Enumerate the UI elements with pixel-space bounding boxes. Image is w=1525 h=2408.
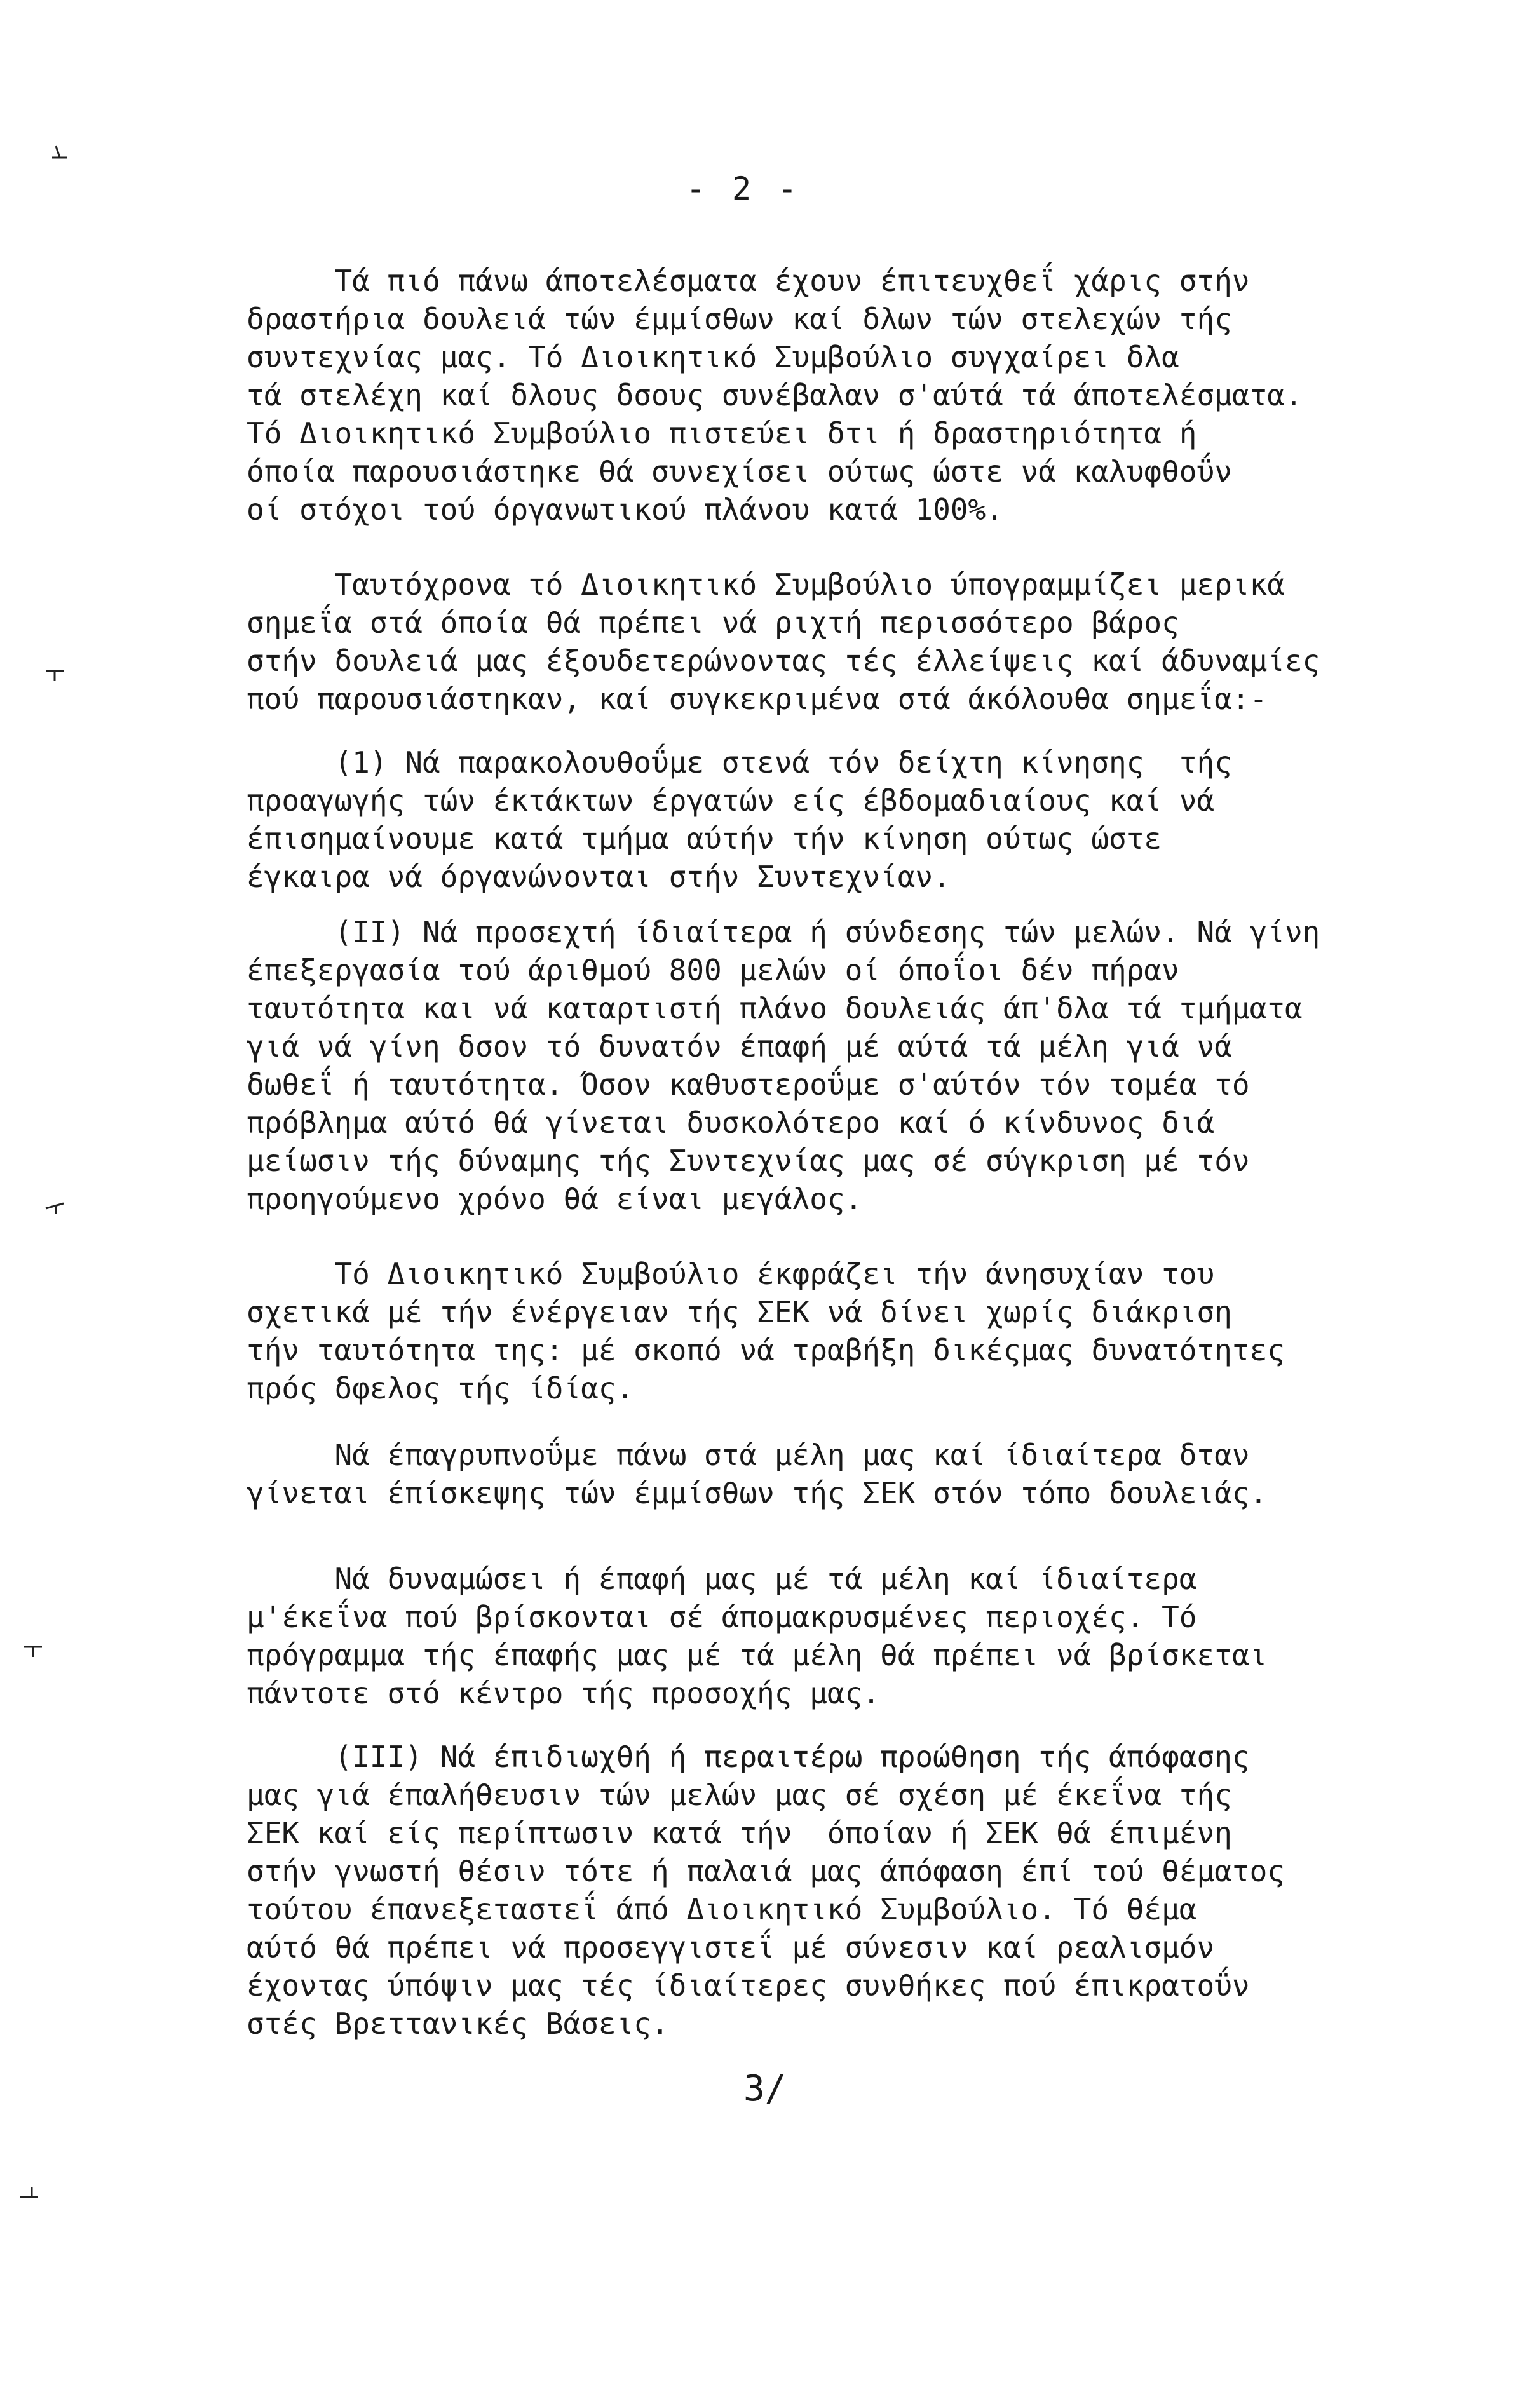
text-line: Τό Διοικητικό Συμβούλιο έκφράζει τήν άνησυχίαν του (247, 1257, 1215, 1291)
text-line: στήν δουλειά μας έξουδετερώνοντας τές έλλείψεις καί άδυναμίες (247, 644, 1320, 678)
text-line: προαγωγής τών έκτάκτων έργατών είς έβδομαδιαίους καί νά (247, 783, 1215, 818)
text-line: έπισημαίνουμε κατά τμήμα αύτήν τήν κίνηση ούτως ώστε (247, 822, 1162, 856)
paragraph-item-2 (247, 913, 1441, 1218)
margin-mark-icon (44, 668, 65, 682)
text-line: πάντοτε στό κέντρο τής προσοχής μας. (247, 1676, 880, 1710)
text-line: σχετικά μέ τήν ένέργειαν τής ΣΕΚ νά δίνει χωρίς διάκριση (247, 1295, 1232, 1329)
text-line: πού παρουσιάστηκαν, καί συγκεκριμένα στά άκόλουθα σημεΐα:- (247, 682, 1268, 716)
continuation-mark: 3/ (743, 2068, 787, 2109)
text-line: αύτό θά πρέπει νά προσεγγιστεΐ μέ σύνεσιν καί ρεαλισμόν (247, 1930, 1215, 1965)
text-line: ταυτότητα και νά καταρτιστή πλάνο δουλειάς άπ'δλα τά τμήματα (247, 991, 1303, 1025)
text-line: στήν γνωστή θέσιν τότε ή παλαιά μας άπόφαση έπί τού θέματος (247, 1854, 1285, 1888)
text-line: έπεξεργασία τού άριθμού 800 μελών οί όποΐοι δέν πήραν (247, 953, 1179, 987)
text-line: (1) Νά παρακολουθοΰμε στενά τόν δείχτη κίνησης τής (247, 745, 1232, 780)
margin-mark-icon (50, 145, 70, 159)
text-line: Τό Διοικητικό Συμβούλιο πιστεύει δτι ή δραστηριότητα ή (247, 416, 1197, 450)
paragraph-emphasis-points (247, 565, 1441, 718)
text-line: μ'έκεΐνα πού βρίσκονται σέ άπομακρυσμένες περιοχές. Τό (247, 1600, 1197, 1634)
paragraph-item-1 (247, 743, 1441, 896)
text-line: πρόγραμμα τής έπαφής μας μέ τά μέλη θά πρέπει νά βρίσκεται (247, 1638, 1268, 1672)
text-line: πρός δφελος τής ίδίας. (247, 1371, 634, 1405)
margin-mark-icon (44, 1201, 65, 1215)
text-line: δωθεΐ ή ταυτότητα. Όσον καθυστεροΰμε σ'αύτόν τόν τομέα τό (247, 1067, 1250, 1102)
page-number: - 2 - (686, 170, 801, 207)
text-line: οί στόχοι τού όργανωτικού πλάνου κατά 100%. (247, 492, 1003, 527)
text-line: προηγούμενο χρόνο θά είναι μεγάλος. (247, 1182, 863, 1216)
text-line: σημεΐα στά όποία θά πρέπει νά ριχτή περισσότερο βάρος (247, 605, 1179, 640)
text-line: συντεχνίας μας. Τό Διοικητικό Συμβούλιο συγχαίρει δλα (247, 340, 1179, 374)
text-line: τά στελέχη καί δλους δσους συνέβαλαν σ'αύτά τά άποτελέσματα. (247, 378, 1303, 412)
text-line: όποία παρουσιάστηκε θά συνεχίσει ούτως ώστε νά καλυφθοΰν (247, 454, 1232, 489)
text-line: ΣΕΚ καί είς περίπτωσιν κατά τήν όποίαν ή ΣΕΚ θά έπιμένη (247, 1816, 1232, 1850)
paragraph-results (247, 262, 1441, 529)
text-line: Νά έπαγρυπνοΰμε πάνω στά μέλη μας καί ίδιαίτερα δταν (247, 1438, 1250, 1472)
text-line: δραστήρια δουλειά τών έμμίσθων καί δλων τών στελεχών τής (247, 302, 1232, 336)
text-line: γίνεται έπίσκεψης τών έμμίσθων τής ΣΕΚ στόν τόπο δουλειάς. (247, 1476, 1268, 1510)
paragraph-vigilance (247, 1436, 1441, 1512)
text-line: (ΙΙΙ) Νά έπιδιωχθή ή περαιτέρω προώθηση τής άπόφασης (247, 1740, 1250, 1774)
margin-mark-icon (19, 2186, 39, 2200)
text-line: Τά πιό πάνω άποτελέσματα έχουν έπιτευχθεΐ χάρις στήν (247, 264, 1250, 298)
text-line: γιά νά γίνη δσον τό δυνατόν έπαφή μέ αύτά τά μέλη γιά νά (247, 1029, 1232, 1064)
text-line: (ΙΙ) Νά προσεχτή ίδιαίτερα ή σύνδεσης τών μελών. Νά γίνη (247, 915, 1320, 949)
text-line: έγκαιρα νά όργανώνονται στήν Συντεχνίαν. (247, 860, 951, 894)
text-line: μείωσιν τής δύναμης τής Συντεχνίας μας σέ σύγκριση μέ τόν (247, 1144, 1250, 1178)
margin-mark-icon (23, 1644, 43, 1658)
text-line: έχοντας ύπόψιν μας τές ίδιαίτερες συνθήκες πού έπικρατοΰν (247, 1968, 1250, 2003)
paragraph-member-contact (247, 1560, 1441, 1712)
paragraph-sek-concern (247, 1255, 1441, 1407)
text-line: μας γιά έπαλήθευσιν τών μελών μας σέ σχέση μέ έκεΐνα τής (247, 1778, 1232, 1812)
text-line: τούτου έπανεξεταστεΐ άπό Διοικητικό Συμβούλιο. Τό θέμα (247, 1892, 1197, 1926)
text-line: Νά δυναμώσει ή έπαφή μας μέ τά μέλη καί ίδιαίτερα (247, 1562, 1197, 1596)
text-line: πρόβλημα αύτό θά γίνεται δυσκολότερο καί ό κίνδυνος διά (247, 1106, 1215, 1140)
text-line: στές Βρεττανικές Βάσεις. (247, 2006, 669, 2041)
text-line: Ταυτόχρονα τό Διοικητικό Συμβούλιο ύπογραμμίζει μερικά (247, 567, 1285, 602)
paragraph-item-3 (247, 1738, 1441, 2043)
text-line: τήν ταυτότητα της: μέ σκοπό νά τραβήξη δικέςμας δυνατότητες (247, 1333, 1285, 1367)
